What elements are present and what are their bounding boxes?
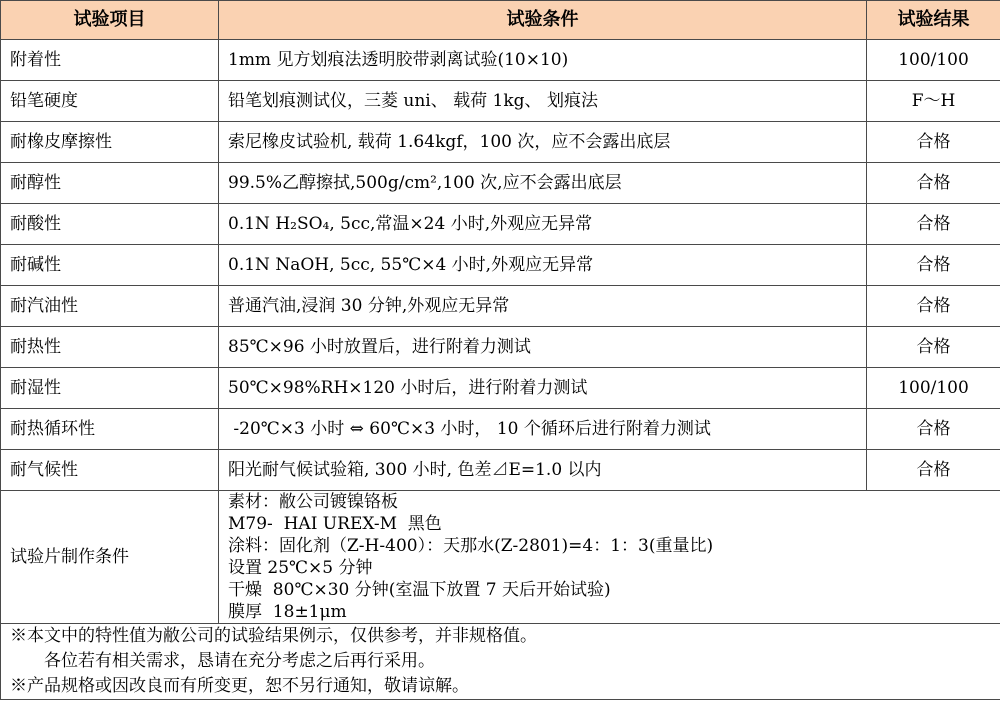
table-row [1, 81, 1000, 122]
item-cell: 耐湿性 [1, 368, 219, 409]
specimen-item-cell: 试验片制作条件 [1, 491, 219, 624]
header-test-item: 试验项目 [1, 1, 219, 40]
condition-cell: 85℃×96 小时放置后，进行附着力测试 [219, 327, 867, 368]
result-cell: 合格 [867, 450, 1000, 491]
result-cell: 合格 [867, 327, 1000, 368]
result-cell: 合格 [867, 286, 1000, 327]
note-disclaimer: ※本文中的特性值为敝公司的试验结果例示，仅供参考，并非规格值。 [10, 626, 537, 646]
item-cell: 耐醇性 [1, 163, 219, 204]
result-cell: 合格 [867, 409, 1000, 450]
result-cell: F～H [867, 81, 1000, 122]
condition-cell: 0.1N NaOH, 5cc, 55℃×4 小时,外观应无异常 [219, 245, 867, 286]
notes-cell [1, 624, 1000, 700]
table-row [1, 327, 1000, 368]
result-cell: 合格 [867, 163, 1000, 204]
condition-cell: 铅笔划痕测试仪，三菱 uni、 载荷 1kg、 划痕法 [219, 81, 867, 122]
note-advice: 各位若有相关需求，恳请在充分考虑之后再行采用。 [44, 651, 435, 671]
condition-cell: 阳光耐气候试验箱, 300 小时, 色差⊿E=1.0 以内 [219, 450, 867, 491]
result-cell: 合格 [867, 122, 1000, 163]
condition-cell: 索尼橡皮试验机, 载荷 1.64kgf，100 次，应不会露出底层 [219, 122, 867, 163]
item-cell: 耐碱性 [1, 245, 219, 286]
header-test-condition: 试验条件 [219, 1, 867, 40]
item-cell: 耐气候性 [1, 450, 219, 491]
condition-cell: 50℃×98%RH×120 小时后，进行附着力测试 [219, 368, 867, 409]
item-cell: 附着性 [1, 40, 219, 81]
item-cell: 耐酸性 [1, 204, 219, 245]
condition-cell: 0.1N H₂SO₄, 5cc,常温×24 小时,外观应无异常 [219, 204, 867, 245]
condition-cell: 普通汽油,浸润 30 分钟,外观应无异常 [219, 286, 867, 327]
specimen-line-material: 素材：敝公司镀镍铬板 [228, 492, 398, 512]
note-change-notice: ※产品规格或因改良而有所变更，恕不另行通知，敬请谅解。 [10, 676, 469, 696]
table-row [1, 286, 1000, 327]
table-row [1, 409, 1000, 450]
result-cell: 100/100 [867, 40, 1000, 81]
specimen-line-setting: 设置 25℃×5 分钟 [228, 558, 373, 578]
specimen-line-thickness: 膜厚 18±1μm [228, 602, 347, 622]
notes-row [1, 624, 1000, 700]
result-cell: 合格 [867, 204, 1000, 245]
table-row [1, 122, 1000, 163]
condition-cell: -20℃×3 小时 ⇔ 60℃×3 小时， 10 个循环后进行附着力测试 [219, 409, 867, 450]
item-cell: 耐热循环性 [1, 409, 219, 450]
header-row [1, 1, 1000, 40]
item-cell: 耐汽油性 [1, 286, 219, 327]
condition-cell: 99.5%乙醇擦拭,500g/cm²,100 次,应不会露出底层 [219, 163, 867, 204]
item-cell: 铅笔硬度 [1, 81, 219, 122]
result-cell: 100/100 [867, 368, 1000, 409]
specimen-line-drying: 干燥 80℃×30 分钟(室温下放置 7 天后开始试验) [228, 580, 611, 600]
table-row [1, 245, 1000, 286]
specimen-line-paint: 涂料：固化剂（Z-H-400）：天那水(Z-2801)=4：1：3(重量比) [228, 536, 714, 556]
condition-cell: 1mm 见方划痕法透明胶带剥离试验(10×10) [219, 40, 867, 81]
specimen-line-product: M79- HAI UREX-M 黑色 [228, 514, 442, 534]
table-row [1, 40, 1000, 81]
item-cell: 耐橡皮摩擦性 [1, 122, 219, 163]
specimen-conditions-cell [219, 491, 1000, 624]
specimen-row [1, 491, 1000, 624]
item-cell: 耐热性 [1, 327, 219, 368]
table-row [1, 368, 1000, 409]
header-test-result: 试验结果 [867, 1, 1000, 40]
table-row [1, 163, 1000, 204]
table-row [1, 450, 1000, 491]
result-cell: 合格 [867, 245, 1000, 286]
table-row [1, 204, 1000, 245]
